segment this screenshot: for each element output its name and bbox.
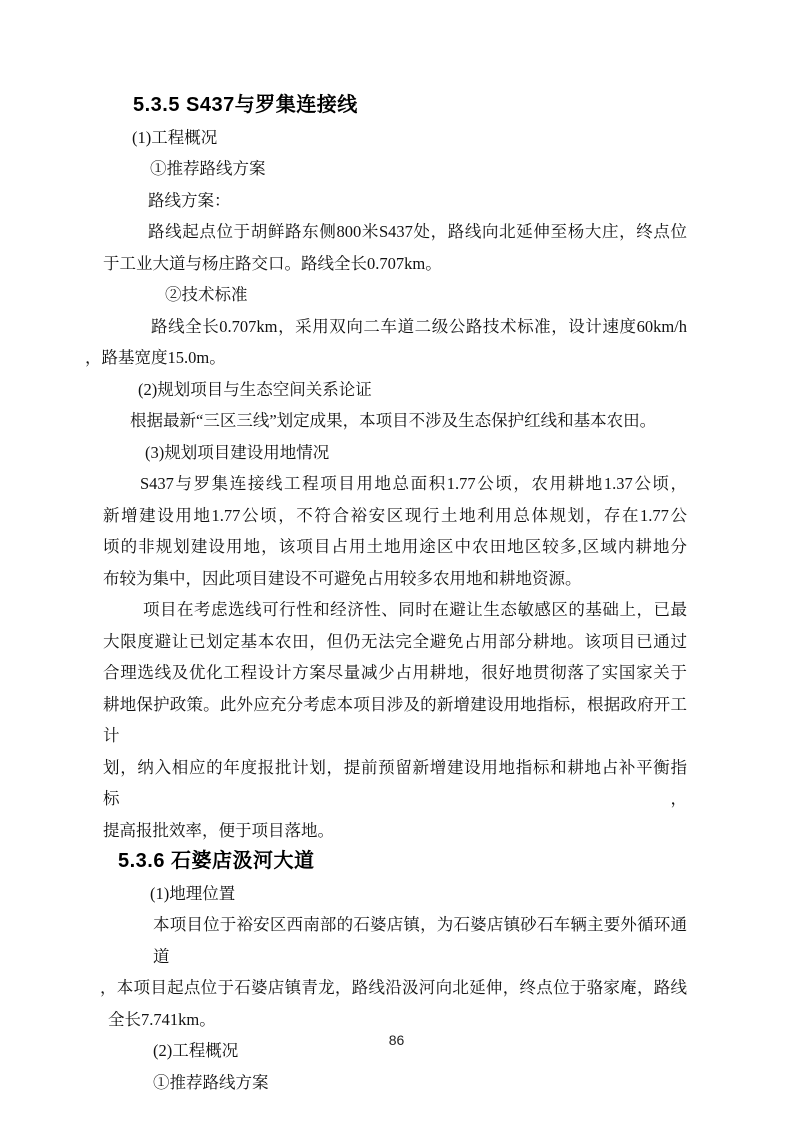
line-route-plan-label: 路线方案： <box>148 190 231 210</box>
para-farmland-protection-line: 划，纳入相应的年度报批计划，提前预留新增建设用地指标和耕地占补平衡指标， <box>103 757 687 808</box>
section-heading-5-3-5: 5.3.5 S437与罗集连接线 <box>133 94 358 116</box>
item-recommended-route: ①推荐路线方案 <box>150 159 266 178</box>
document-body <box>85 90 687 1098</box>
item-planning-ecology: (2)规划项目与生态空间关系论证 <box>138 379 372 399</box>
para-land-use-line: S437与罗集连接线工程项目用地总面积1.77公顷，农用耕地1.37公顷， <box>140 474 687 493</box>
para-route-description-line: 路线起点位于胡鲜路东侧800米S437处，路线向北延伸至杨大庄，终点位 <box>148 222 687 241</box>
item-engineering-overview: (1)工程概况 <box>132 127 218 147</box>
para-land-use-line: 新增建设用地1.77公顷，不符合裕安区现行土地利用总体规划，存在1.77公 <box>103 505 687 525</box>
para-farmland-protection-line: 项目在考虑选线可行性和经济性、同时在避让生态敏感区的基础上，已最 <box>143 600 687 619</box>
para-farmland-protection-line: 耕地保护政策。此外应充分考虑本项目涉及的新增建设用地指标，根据政府开工计 <box>103 694 687 745</box>
item-geographic-location: (1)地理位置 <box>150 883 236 903</box>
para-farmland-protection-line: 合理选线及优化工程设计方案尽量减少占用耕地，很好地贯彻落了实国家关于 <box>103 663 687 682</box>
para-location-line: 本项目位于裕安区西南部的石婆店镇，为石婆店镇砂石车辆主要外循环通道 <box>153 915 687 966</box>
item-recommended-route-2: ①推荐路线方案 <box>153 1072 269 1092</box>
para-farmland-protection-line: 提高报批效率，便于项目落地。 <box>103 820 334 840</box>
para-location-line: ，本项目起点位于石婆店镇青龙，路线沿汲河向北延伸，终点位于骆家庵，路线 <box>100 978 687 997</box>
para-farmland-protection-line: 大限度避让已划定基本农田，但仍无法完全避免占用部分耕地。该项目已通过 <box>103 631 687 651</box>
item-land-use: (3)规划项目建设用地情况 <box>145 442 330 462</box>
para-ecology-line: 根据最新“三区三线”划定成果，本项目不涉及生态保护红线和基本农田。 <box>130 411 657 430</box>
page-number: 86 <box>388 1032 405 1048</box>
item-technical-standard: ②技术标准 <box>165 285 248 304</box>
item-project-overview: (2)工程概况 <box>153 1041 239 1060</box>
para-land-use-line: 布较为集中，因此项目建设不可避免占用较多农用地和耕地资源。 <box>103 568 582 588</box>
para-technical-standard-line: 路线全长0.707km，采用双向二车道二级公路技术标准，设计速度60km/h <box>151 316 687 336</box>
para-route-description-line: 于工业大道与杨庄路交口。路线全长0.707km。 <box>103 253 442 273</box>
para-land-use-line: 顷的非规划建设用地，该项目占用土地用途区中农田地区较多,区域内耕地分 <box>103 537 687 556</box>
para-location-line: 全长7.741km。 <box>108 1009 216 1029</box>
section-heading-5-3-6: 5.3.6 石婆店汲河大道 <box>118 850 315 872</box>
para-technical-standard-line: ，路基宽度15.0m。 <box>85 348 226 367</box>
